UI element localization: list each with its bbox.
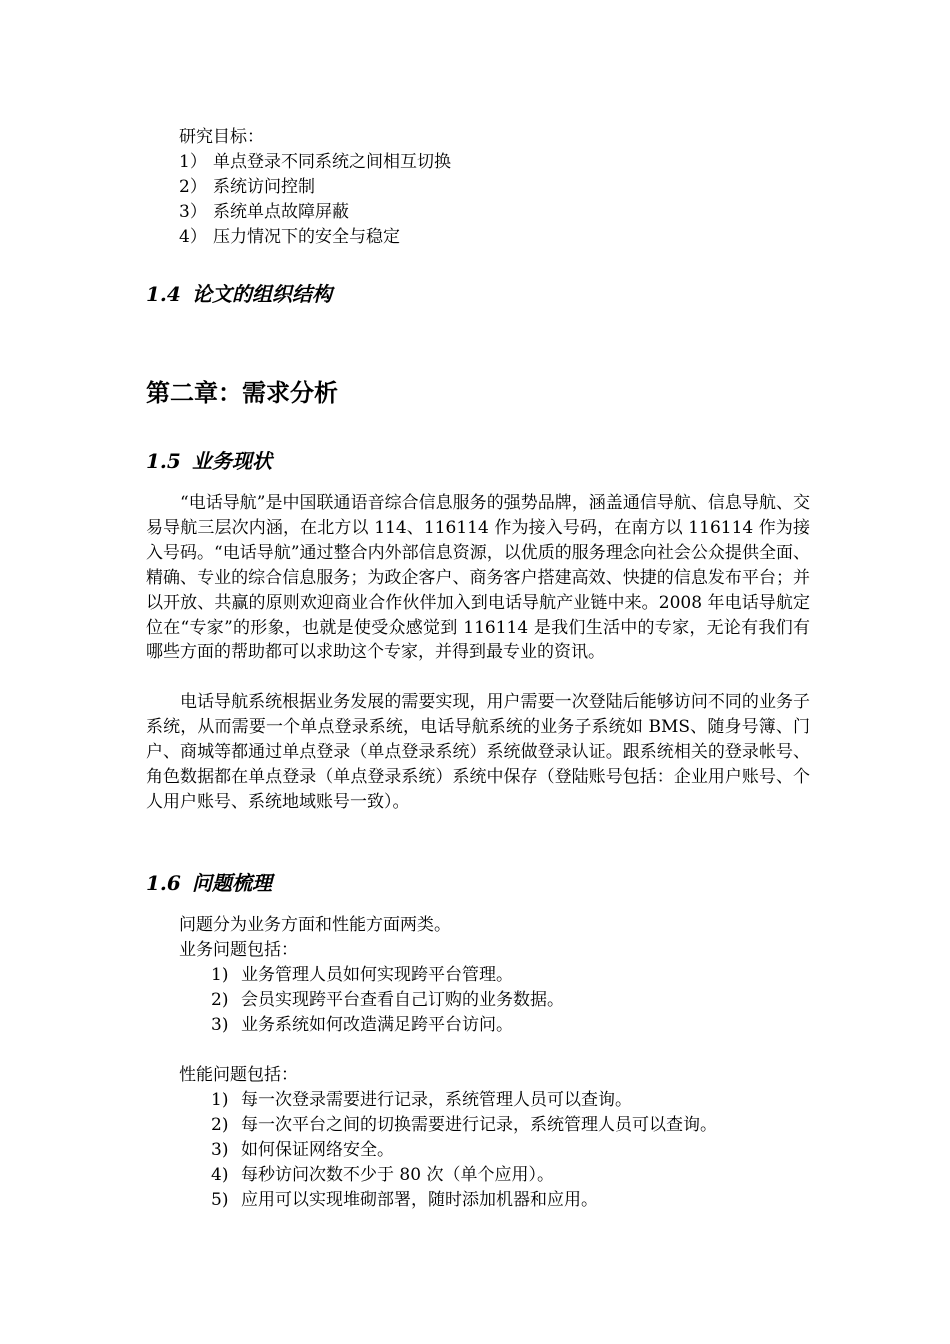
body-paragraph: 电话导航系统根据业务发展的需要实现，用户需要一次登陆后能够访问不同的业务子系统，从而需要一个单点登录系统，电话导航系统的业务子系统如 BMS、随身号簿、门户、商城等都通过单点登录（单点登录系统）系统做登录认证。跟系统相关的登录帐号、角色数据都在单点登录（单点登录系统）系统中保存（登陆账号包括：企业用户账号、个人用户账号、系统地域账号一致）。	[146, 692, 810, 812]
problem-intro: 问题分为业务方面和性能方面两类。	[179, 915, 451, 935]
list-text: 每一次登录需要进行记录，系统管理人员可以查询。	[241, 1090, 632, 1110]
list-number: 3)	[211, 1015, 229, 1035]
list-number: 2)	[211, 990, 229, 1010]
list-item	[211, 1138, 394, 1162]
goal-number: 1）	[179, 152, 207, 172]
body-paragraph: “电话导航”是中国联通语音综合信息服务的强势品牌，涵盖通信导航、信息导航、交易导航三层次内涵，在北方以 114、116114 作为接入号码，在南方以 116114 作为接入号码。“电话导航”通过整合内外部信息资源，以优质的服务理念向社会公众提供全面、精确、专业的综合信息服务；为政企客户、商务客户搭建高效、快捷的信息发布平台；并以开放、共赢的原则欢迎商业合作伙伴加入到电话导航产业链中来。2008 年电话导航定位在“专家”的形象，也就是使受众感觉到 116114 是我们生活中的专家，无论有我们有哪些方面的帮助都可以求助这个专家，并得到最专业的资讯。	[146, 493, 810, 663]
list-item	[211, 1088, 632, 1112]
list-item	[211, 1113, 717, 1137]
goal-item	[179, 175, 315, 199]
goal-text: 系统单点故障屏蔽	[213, 202, 349, 222]
goal-text: 单点登录不同系统之间相互切换	[213, 152, 451, 172]
goals-intro: 研究目标：	[179, 127, 264, 147]
list-number: 1)	[211, 1090, 229, 1110]
section-title: 论文的组织结构	[192, 282, 332, 306]
list-number: 4)	[211, 1165, 229, 1185]
goal-text: 系统访问控制	[213, 177, 315, 197]
section-heading-1-5	[146, 447, 272, 475]
goal-number: 3）	[179, 202, 207, 222]
list-item	[211, 988, 564, 1012]
section-title: 问题梳理	[192, 871, 272, 895]
list-text: 如何保证网络安全。	[241, 1140, 394, 1160]
list-text: 业务管理人员如何实现跨平台管理。	[241, 965, 513, 985]
performance-problems-label: 性能问题包括：	[179, 1065, 298, 1085]
list-item	[211, 1188, 598, 1212]
list-item	[211, 963, 513, 987]
section-number: 1.6	[146, 871, 181, 895]
list-text: 业务系统如何改造满足跨平台访问。	[241, 1015, 513, 1035]
section-title: 业务现状	[192, 449, 272, 473]
list-number: 3)	[211, 1140, 229, 1160]
list-item	[211, 1163, 554, 1187]
goal-number: 4）	[179, 227, 207, 247]
goal-item	[179, 150, 451, 174]
list-text: 每一次平台之间的切换需要进行记录，系统管理人员可以查询。	[241, 1115, 717, 1135]
goal-text: 压力情况下的安全与稳定	[213, 227, 400, 247]
list-number: 1)	[211, 965, 229, 985]
business-problems-label: 业务问题包括：	[179, 940, 298, 960]
list-item	[211, 1013, 513, 1037]
list-text: 应用可以实现堆砌部署，随时添加机器和应用。	[241, 1190, 598, 1210]
list-text: 会员实现跨平台查看自己订购的业务数据。	[241, 990, 564, 1010]
goal-item	[179, 225, 400, 249]
list-number: 2)	[211, 1115, 229, 1135]
list-number: 5)	[211, 1190, 229, 1210]
list-text: 每秒访问次数不少于 80 次（单个应用）。	[241, 1165, 554, 1185]
chapter-title: 第二章：需求分析	[146, 379, 338, 407]
section-number: 1.4	[146, 282, 181, 306]
section-heading-1-4	[146, 280, 332, 308]
goal-number: 2）	[179, 177, 207, 197]
goal-item	[179, 200, 349, 224]
section-number: 1.5	[146, 449, 181, 473]
section-heading-1-6	[146, 869, 272, 897]
